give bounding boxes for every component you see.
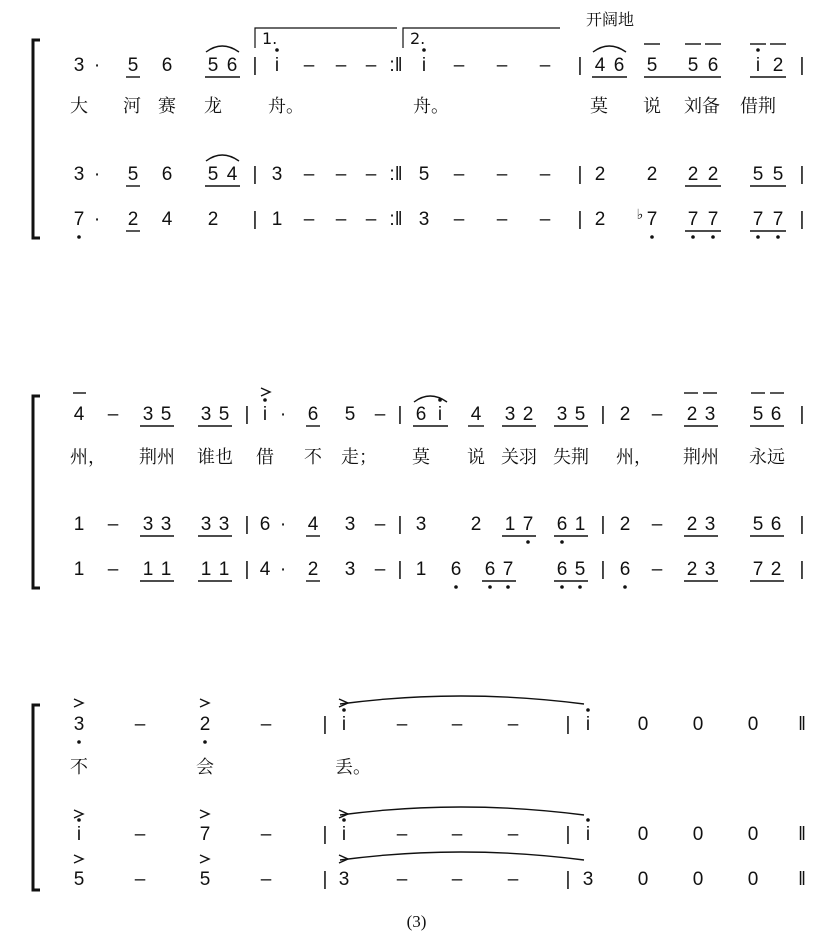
barline: |	[799, 514, 805, 535]
barline: |	[799, 404, 805, 425]
note: 5	[574, 404, 586, 425]
volta-second-bracket	[403, 28, 560, 48]
note: 3	[504, 404, 516, 425]
melody-marks	[73, 388, 784, 426]
note: 3	[142, 514, 154, 535]
voice2-marks	[74, 807, 584, 818]
dot: ·	[93, 164, 101, 185]
barline: |	[577, 209, 583, 230]
dash: –	[335, 55, 347, 76]
note: 3	[415, 514, 427, 535]
voice2-low-dots	[526, 540, 564, 544]
dash: –	[396, 869, 408, 890]
lyric: 不	[304, 447, 322, 468]
note: 6	[619, 559, 631, 580]
dash: –	[507, 824, 519, 845]
note: 7	[772, 209, 784, 230]
dash: –	[451, 824, 463, 845]
note: 4	[259, 559, 271, 580]
note: 5	[207, 164, 219, 185]
dash: –	[303, 164, 315, 185]
note: i	[585, 824, 591, 845]
repeat-end: :‖	[389, 164, 403, 185]
repeat-end: :‖	[389, 55, 403, 76]
note: i	[755, 55, 761, 76]
note: 2	[686, 559, 698, 580]
lyric: 失荆	[553, 447, 589, 468]
note: 6	[161, 164, 173, 185]
melody-row	[74, 714, 806, 735]
note: 6	[613, 55, 625, 76]
note: 3	[218, 514, 230, 535]
note: i	[437, 404, 443, 425]
lyric: 刘备	[684, 96, 720, 117]
dot: ·	[279, 514, 287, 535]
lyric: 走；	[341, 447, 377, 468]
note: 2	[687, 164, 699, 185]
rest: 0	[637, 714, 649, 735]
dash: –	[507, 869, 519, 890]
note: 2	[686, 404, 698, 425]
lyric: 不	[70, 757, 88, 778]
lyric: 舟。	[413, 96, 449, 117]
note: i	[421, 55, 427, 76]
note: 5	[772, 164, 784, 185]
barline: |	[799, 164, 805, 185]
rest: 0	[692, 869, 704, 890]
dash: –	[365, 164, 377, 185]
note: 5	[646, 55, 658, 76]
lyric: 河	[123, 96, 141, 117]
dash: –	[451, 869, 463, 890]
note: i	[262, 404, 268, 425]
note: 4	[73, 404, 85, 425]
note: 1	[200, 559, 212, 580]
lyrics-row	[70, 757, 371, 778]
barline: |	[600, 404, 606, 425]
note: 3	[704, 404, 716, 425]
note: 3	[704, 559, 716, 580]
dash: –	[651, 404, 663, 425]
note: 4	[161, 209, 173, 230]
final-barline: ‖	[798, 824, 806, 845]
voice2-octave-dots	[77, 818, 590, 822]
lyric: 借荆	[740, 96, 776, 117]
note: i	[274, 55, 280, 76]
note: 5	[127, 164, 139, 185]
dash: –	[374, 514, 386, 535]
dash: –	[396, 824, 408, 845]
note: 3	[344, 514, 356, 535]
octave-dots	[275, 48, 760, 52]
dash: –	[260, 714, 272, 735]
barline: |	[577, 55, 583, 76]
note: 7	[707, 209, 719, 230]
barline: |	[322, 714, 328, 735]
dash: –	[451, 714, 463, 735]
note: 6	[226, 55, 238, 76]
note: 3	[200, 404, 212, 425]
dash: –	[335, 164, 347, 185]
note: 5	[752, 514, 764, 535]
note: 2	[707, 164, 719, 185]
tempo-marking: 开阔地	[586, 10, 635, 29]
note: 5	[574, 559, 586, 580]
note: 2	[470, 514, 482, 535]
voice3-low-dots	[454, 585, 627, 589]
dash: –	[651, 514, 663, 535]
note: 3	[73, 55, 85, 76]
note: 2	[522, 404, 534, 425]
note: 2	[594, 164, 606, 185]
rest: 0	[747, 824, 759, 845]
dash: –	[539, 209, 551, 230]
lyric: 大	[70, 96, 88, 117]
dash: –	[374, 559, 386, 580]
note: 6	[707, 55, 719, 76]
dash: –	[507, 714, 519, 735]
note: 1	[160, 559, 172, 580]
note: 5	[752, 164, 764, 185]
note: 6	[770, 404, 782, 425]
note: 3	[344, 559, 356, 580]
lyric: 赛	[158, 96, 176, 117]
barline: |	[565, 714, 571, 735]
note: 2	[619, 404, 631, 425]
lyric: 谁也	[197, 447, 233, 468]
note: 6	[770, 514, 782, 535]
final-barline: ‖	[798, 869, 806, 890]
rest: 0	[637, 824, 649, 845]
note: 2	[770, 559, 782, 580]
system-3	[33, 696, 806, 890]
note: 7	[522, 514, 534, 535]
dash: –	[496, 164, 508, 185]
lyric: 说	[643, 96, 661, 117]
dash: –	[453, 209, 465, 230]
system-brace	[33, 40, 40, 238]
note: 7	[687, 209, 699, 230]
note: 5	[418, 164, 430, 185]
barline: |	[252, 209, 258, 230]
note: 7	[73, 209, 85, 230]
note: 5	[73, 869, 85, 890]
rest: 0	[637, 869, 649, 890]
note: 5	[127, 55, 139, 76]
barline: |	[397, 404, 403, 425]
note: 3	[338, 869, 350, 890]
note: 6	[161, 55, 173, 76]
dash: –	[539, 55, 551, 76]
note: 3	[73, 714, 85, 735]
barline: |	[397, 559, 403, 580]
note: 3	[73, 164, 85, 185]
note: 3	[160, 514, 172, 535]
barline: |	[252, 55, 258, 76]
lyric: 借	[256, 447, 274, 468]
note: i	[76, 824, 82, 845]
melody-marks	[74, 696, 584, 707]
volta-first-label: 1.	[262, 29, 278, 48]
rest: 0	[747, 869, 759, 890]
lyrics-row	[70, 96, 776, 117]
note: 2	[686, 514, 698, 535]
note: 4	[594, 55, 606, 76]
system-1	[33, 28, 804, 239]
dot: ·	[279, 559, 287, 580]
dash: –	[365, 209, 377, 230]
dash: –	[260, 869, 272, 890]
note: 2	[772, 55, 784, 76]
barline: |	[799, 559, 805, 580]
note: 6	[556, 514, 568, 535]
dash: –	[365, 55, 377, 76]
note: 3	[556, 404, 568, 425]
rest: 0	[747, 714, 759, 735]
note: 1	[271, 209, 283, 230]
note: 1	[415, 559, 427, 580]
note: 7	[752, 209, 764, 230]
note: i	[341, 714, 347, 735]
note: 1	[218, 559, 230, 580]
dash: –	[107, 514, 119, 535]
note: 7	[502, 559, 514, 580]
lyric: 会	[196, 757, 214, 778]
lyric: 永远	[749, 447, 785, 468]
note: 2	[594, 209, 606, 230]
note: 5	[752, 404, 764, 425]
page-number: (3)	[406, 912, 427, 931]
note: 1	[142, 559, 154, 580]
barline: |	[565, 824, 571, 845]
note: 3	[271, 164, 283, 185]
barline: |	[244, 404, 250, 425]
note: 2	[207, 209, 219, 230]
rest: 0	[692, 824, 704, 845]
barline: |	[577, 164, 583, 185]
note: 4	[470, 404, 482, 425]
system-2	[33, 388, 804, 589]
note: 1	[73, 514, 85, 535]
note: 1	[73, 559, 85, 580]
barline: |	[252, 164, 258, 185]
dash: –	[303, 55, 315, 76]
note: 7	[199, 824, 211, 845]
note: 2	[199, 714, 211, 735]
note: 4	[226, 164, 238, 185]
note: 1	[574, 514, 586, 535]
note: 3	[142, 404, 154, 425]
note: 5	[199, 869, 211, 890]
system-brace	[33, 396, 40, 588]
lyric: 莫	[590, 96, 608, 117]
note: 1	[504, 514, 516, 535]
flat-accidental: ♭	[636, 206, 644, 222]
melody-row	[74, 404, 805, 425]
lyrics-row	[70, 447, 785, 468]
dash: –	[651, 559, 663, 580]
voice3-row	[74, 206, 805, 230]
voice3-marks	[74, 852, 584, 863]
note: 7	[752, 559, 764, 580]
note: 7	[646, 209, 658, 230]
dash: –	[107, 404, 119, 425]
lyric: 龙	[204, 96, 222, 117]
dash: –	[374, 404, 386, 425]
note: 6	[450, 559, 462, 580]
note: i	[585, 714, 591, 735]
dash: –	[134, 824, 146, 845]
voice2-row	[77, 824, 806, 845]
note: 5	[344, 404, 356, 425]
note: i	[341, 824, 347, 845]
dash: –	[496, 209, 508, 230]
voice3-low-dots	[77, 235, 780, 239]
note: 2	[127, 209, 139, 230]
rest: 0	[692, 714, 704, 735]
dash: –	[453, 55, 465, 76]
lyric: 州，	[70, 447, 106, 468]
dash: –	[396, 714, 408, 735]
dot: ·	[93, 209, 101, 230]
volta-second-label: 2.	[410, 29, 426, 48]
lyric: 舟。	[268, 96, 304, 117]
barline: |	[322, 824, 328, 845]
note: 2	[646, 164, 658, 185]
barline: |	[600, 559, 606, 580]
barline: |	[600, 514, 606, 535]
note: 3	[704, 514, 716, 535]
note: 6	[556, 559, 568, 580]
barline: |	[799, 55, 805, 76]
barline: |	[244, 559, 250, 580]
dash: –	[496, 55, 508, 76]
note: 5	[207, 55, 219, 76]
note: 5	[160, 404, 172, 425]
dash: –	[134, 714, 146, 735]
dash: –	[335, 209, 347, 230]
melody-row	[74, 55, 805, 76]
note: 5	[218, 404, 230, 425]
note: 6	[484, 559, 496, 580]
repeat-end: :‖	[389, 209, 403, 230]
note: 3	[200, 514, 212, 535]
dot: ·	[93, 55, 101, 76]
lyric: 说	[467, 447, 485, 468]
barline: |	[799, 209, 805, 230]
dash: –	[539, 164, 551, 185]
voice2-row	[74, 164, 805, 185]
note: 6	[259, 514, 271, 535]
voice2-row	[74, 514, 805, 535]
barline: |	[565, 869, 571, 890]
voice3-row	[74, 869, 806, 890]
barline: |	[322, 869, 328, 890]
lyric: 丢。	[335, 757, 371, 778]
barline: |	[397, 514, 403, 535]
note: 2	[619, 514, 631, 535]
dash: –	[303, 209, 315, 230]
note: 2	[307, 559, 319, 580]
lyric: 荆州	[139, 447, 175, 468]
dash: –	[260, 824, 272, 845]
note: 3	[418, 209, 430, 230]
barline: |	[244, 514, 250, 535]
lyric: 州，	[616, 447, 652, 468]
note: 5	[687, 55, 699, 76]
note: 3	[582, 869, 594, 890]
lyric: 莫	[412, 447, 430, 468]
dash: –	[107, 559, 119, 580]
dash: –	[453, 164, 465, 185]
lyric: 关羽	[501, 447, 537, 468]
voice3-row	[74, 559, 805, 580]
dash: –	[134, 869, 146, 890]
system-brace	[33, 705, 40, 890]
dot: ·	[279, 404, 287, 425]
note: 6	[415, 404, 427, 425]
note: 6	[307, 404, 319, 425]
note: 4	[307, 514, 319, 535]
lyric: 荆州	[683, 447, 719, 468]
final-barline: ‖	[798, 714, 806, 735]
